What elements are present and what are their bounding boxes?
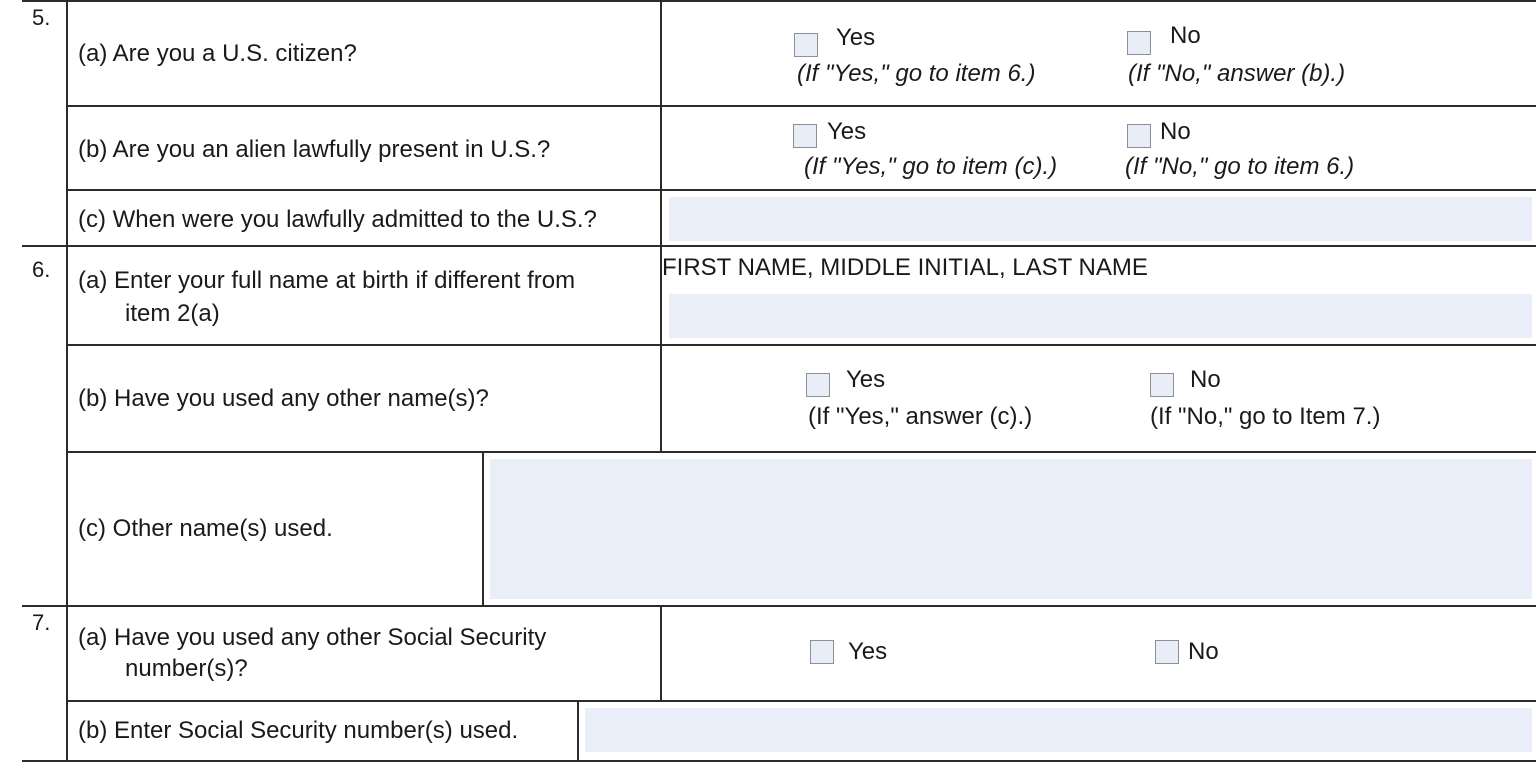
note-6b-no: (If "No," go to Item 7.) [1150,403,1381,430]
field-6a-birth-name[interactable] [669,294,1532,338]
label-5a-yes: Yes [836,24,876,51]
field-5c-admission-date[interactable] [669,197,1532,241]
rule-item5-item6 [22,245,1536,247]
rule-6a-6b [68,344,1536,346]
label-5a-no: No [1170,22,1201,49]
checkbox-6b-no[interactable] [1150,373,1174,397]
question-7a-line1: (a) Have you used any other Social Security [78,624,547,651]
question-5b: (b) Are you an alien lawfully present in U.S.? [78,136,551,163]
field-6c-other-names[interactable] [490,459,1532,599]
rule-7b-answer-column [577,700,579,762]
checkbox-5b-yes[interactable] [793,124,817,148]
rule-top [22,0,1536,2]
rule-5a-5b [68,105,1536,107]
rule-number-column [66,0,68,762]
question-6a-line2: item 2(a) [125,300,220,327]
label-7a-no: No [1188,638,1219,665]
note-5b-yes: (If "Yes," go to item (c).) [804,153,1058,180]
question-6a-line1: (a) Enter your full name at birth if different from [78,267,576,294]
note-5b-no: (If "No," go to item 6.) [1125,153,1355,180]
rule-6b-6c [68,451,1536,453]
question-5a: (a) Are you a U.S. citizen? [78,40,357,67]
question-7a-line2: number(s)? [125,655,248,682]
question-5c: (c) When were you lawfully admitted to the U.S.? [78,206,597,233]
note-6b-yes: (If "Yes," answer (c).) [808,403,1033,430]
question-6c: (c) Other name(s) used. [78,515,333,542]
question-6b: (b) Have you used any other name(s)? [78,385,489,412]
label-6b-no: No [1190,366,1221,393]
rule-7a-7b [68,700,1536,702]
checkbox-5a-yes[interactable] [794,33,818,57]
field-7b-ssn-used[interactable] [585,708,1532,752]
label-5b-no: No [1160,118,1191,145]
item-6-number: 6. [32,257,51,282]
checkbox-5b-no[interactable] [1127,124,1151,148]
label-6b-yes: Yes [846,366,886,393]
checkbox-6b-yes[interactable] [806,373,830,397]
field-label-6a: FIRST NAME, MIDDLE INITIAL, LAST NAME [662,254,1148,281]
rule-item6-item7 [22,605,1536,607]
note-5a-yes: (If "Yes," go to item 6.) [797,60,1036,87]
checkbox-7a-no[interactable] [1155,640,1179,664]
rule-5b-5c [68,189,1536,191]
item-5-number: 5. [32,5,51,30]
label-7a-yes: Yes [848,638,888,665]
rule-bottom [22,760,1536,762]
label-5b-yes: Yes [827,118,867,145]
checkbox-5a-no[interactable] [1127,31,1151,55]
rule-6c-answer-column [482,451,484,607]
question-7b: (b) Enter Social Security number(s) used. [78,717,519,744]
item-7-number: 7. [32,610,51,635]
rule-7a-answer-column [660,605,662,702]
rule-item5-answer-column [660,0,662,247]
checkbox-7a-yes[interactable] [810,640,834,664]
note-5a-no: (If "No," answer (b).) [1128,60,1346,87]
